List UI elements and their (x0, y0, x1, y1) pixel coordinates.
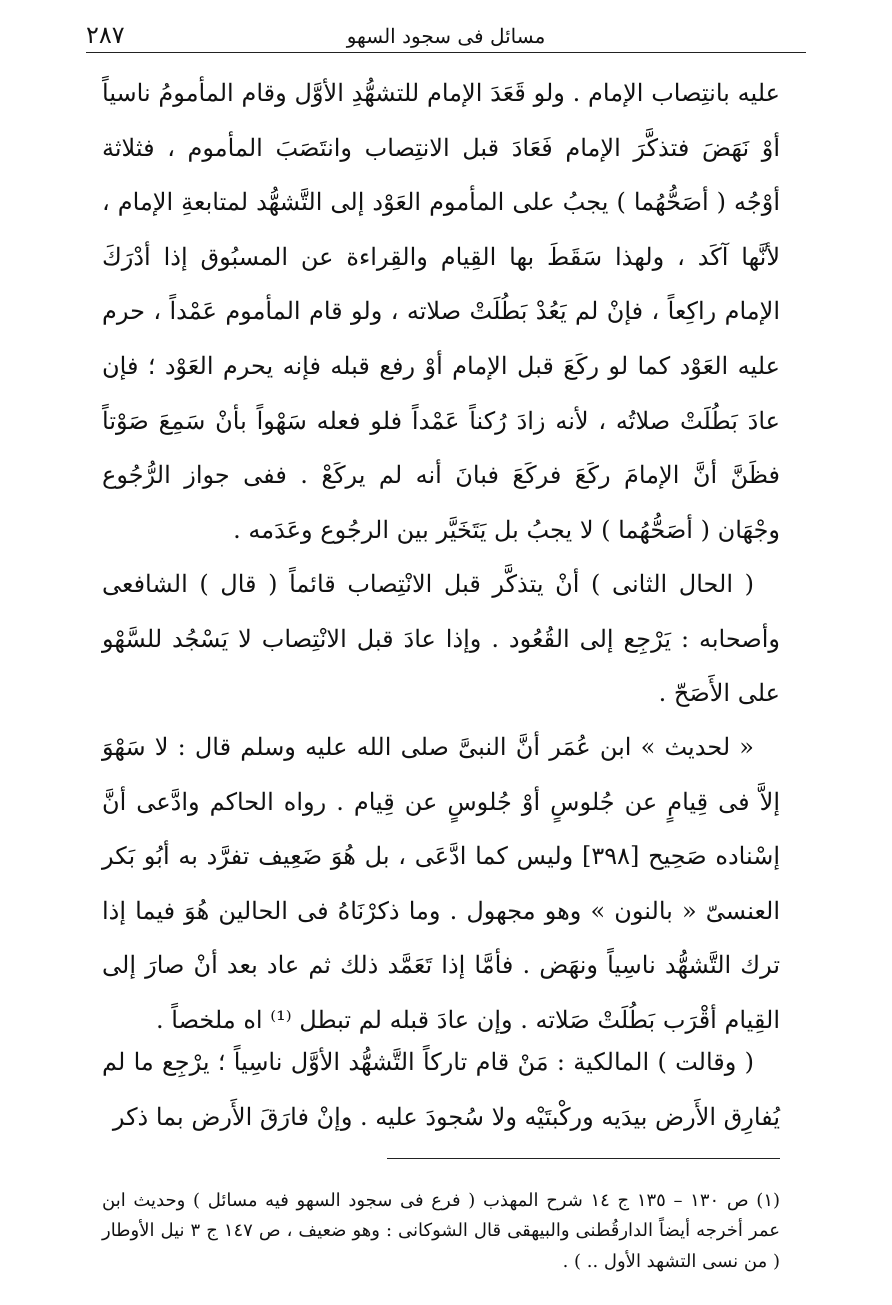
footnote: (١) ص ١٣٠ – ١٣٥ ج ١٤ شرح المهذب ( فرع فى سجود السهو فيه مسائل ) وحديث ابن عمر أخرجه أيضاً الدارقُطنى والبيهقى قال الشوكانى : وهو ضعيف ، ص ١٤٧ ج ٣ نيل الأوطار ( من نسى التشهد الأول .. ) . (102, 1190, 781, 1272)
main-text (102, 66, 780, 1305)
running-title: مسائل فى سجود السهو (346, 24, 546, 48)
footnote-divider (387, 1158, 780, 1159)
paragraph: « لحديث » ابن عُمَر أنَّ النبىَّ صلى الله عليه وسلم قال : لا سَهْوَ إلاَّ فى قِيامٍ عن جُلوسٍ أوْ جُلوسٍ عن قِيام . رواه الحاكم وادَّعى أنَّ إسْناده صَحِيح [٣٩٨] وليس كما ادَّعَى ، بل هُوَ ضَعِيف تفرَّد به أبُو بَكر العنسىّ « بالنون » وهو مجهول . وما ذكرْنَاهُ فى الحالين هُوَ فيما إذا ترك التَّشهُّد ناسِياً ونهَض . فأمَّا إذا تَعَمَّد ذلك ثم عاد بعد أنْ صارَ إلى القِيام أقْرَب بَطُلَتْ صَلاته . وإن عادَ قبله لم تبطل ⁽¹⁾ اه ملخصاً . (102, 733, 781, 1034)
paragraph: عليه بانتِصاب الإمام . ولو قَعَدَ الإمام للتشهُّدِ الأوَّل وقام المأمومُ ناسياً أوْ نَهَضَ فتذكَّرَ الإمام فَعَادَ قبل الانتِصاب وانتَصَبَ المأموم ، فثلاثة أوْجُه ( أصَحُّهُما ) يجبُ على المأموم العَوْد إلى التَّشهُّد لمتابعةِ الإمام ، لأنَّها آكَد ، ولهذا سَقَطَ بها القِيام والقِراءة عن المسبُوق إذا أدْرَكَ الإمام راكِعاً ، فإنْ لم يَعُدْ بَطُلَتْ صلاته ، ولو قام المأموم عَمْداً ، حرم عليه العَوْد كما لو ركَعَ قبل الإمام أوْ رفع قبله فإنه يحرم العَوْد ؛ فإن عادَ بَطُلَتْ صلاتُه ، لأنه زادَ رُكناً عَمْداً فلو فعله سَهْواً بأنْ سَمِعَ صَوْتاً فظَنَّ أنَّ الإمامَ ركَعَ فركَعَ فبانَ أنه لم يركَعْ . ففى جواز الرُّجُوع وجْهَان ( أصَحُّهُما ) لا يجبُ بل يَتَخَيَّر بين الرجُوع وعَدَمه . (102, 79, 780, 544)
page-number: ٢٨٧ (86, 21, 125, 49)
paragraph: ( الحال الثانى ) أنْ يتذكَّر قبل الانْتِصاب قائماً ( قال ) الشافعى وأصحابه : يَرْجِع إلى القُعُود . وإذا عادَ قبل الانْتِصاب لا يَسْجُد للسَّهْو على الأَصَحّ . (102, 570, 780, 708)
paragraph: ( وقالت ) المالكية : مَنْ قام تاركاً التَّشهُّد الأوَّل ناسِياً ؛ يرْجِع ما لم يُفارِق الأَرض بيدَيه وركْبتَيْه ولا سُجودَ عليه . وإنْ فارَقَ الأَرض بما ذكر (102, 1048, 780, 1131)
page-header (86, 18, 806, 53)
